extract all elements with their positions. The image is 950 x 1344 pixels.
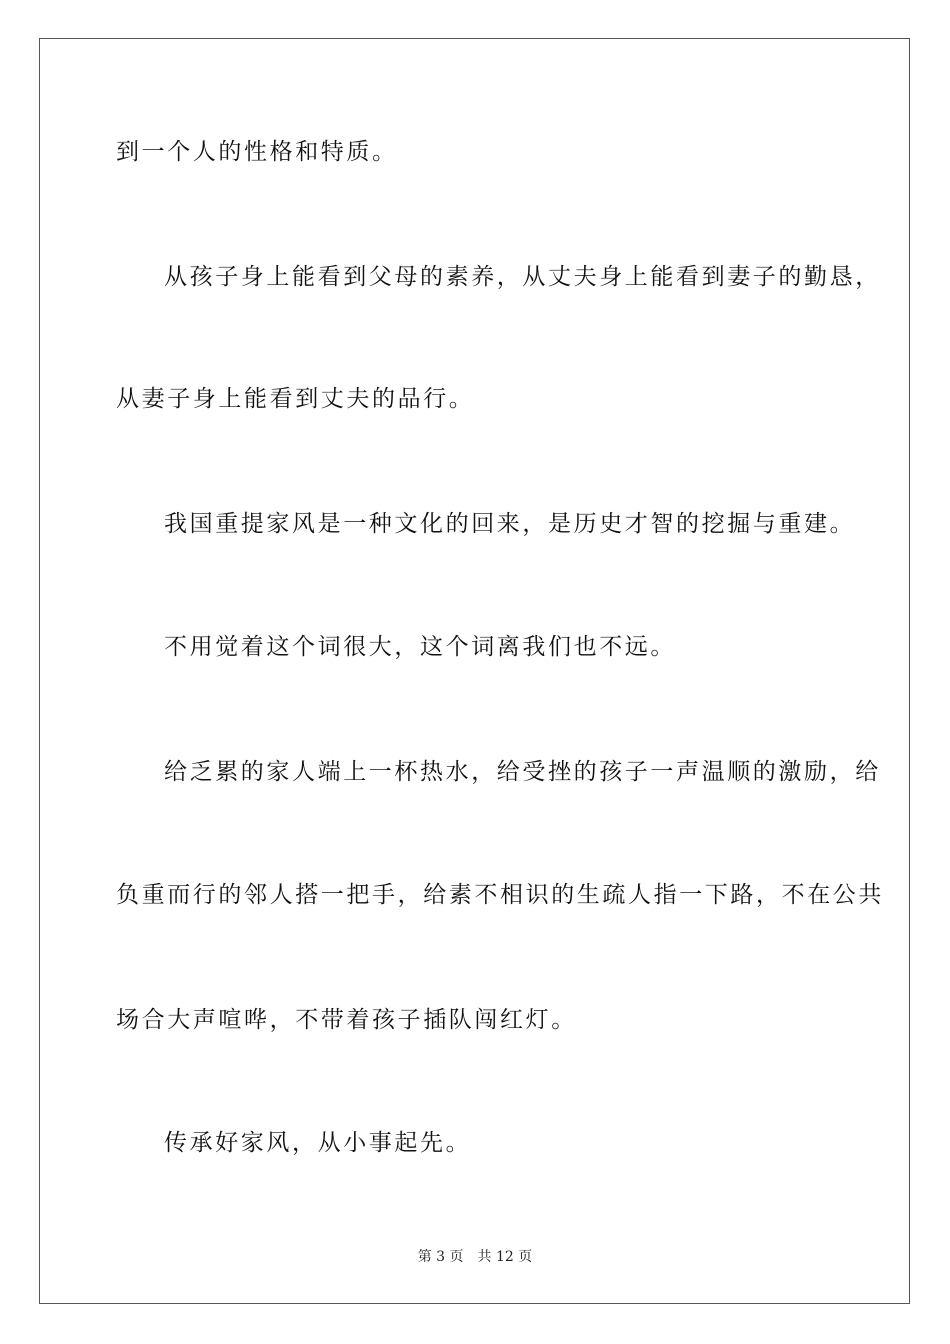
paragraph-line: 我国重提家风是一种文化的回来，是历史才智的挖掘与重建。 [164,511,856,537]
paragraph-line: 给乏累的家人端上一杯热水，给受挫的孩子一声温顺的激励，给 [164,759,881,785]
page-number: 第 3 页 [417,1249,464,1265]
page-total: 共 12 页 [477,1249,533,1265]
paragraph-line: 不用觉着这个词很大，这个词离我们也不远。 [164,634,676,660]
paragraph-line: 传承好家风，从小事起先。 [164,1130,472,1156]
paragraph-line: 场合大声喧哗，不带着孩子插队闯红灯。 [116,1007,577,1033]
paragraph-line: 从妻子身上能看到丈夫的品行。 [116,386,475,412]
page-footer [0,1248,950,1266]
paragraph-line: 到一个人的性格和特质。 [116,139,398,165]
page-border [39,38,910,1304]
paragraph-line: 负重而行的邻人搭一把手，给素不相识的生疏人指一下路，不在公共 [116,882,884,908]
paragraph-line: 从孩子身上能看到父母的素养，从丈夫身上能看到妻子的勤恳， [164,264,881,290]
